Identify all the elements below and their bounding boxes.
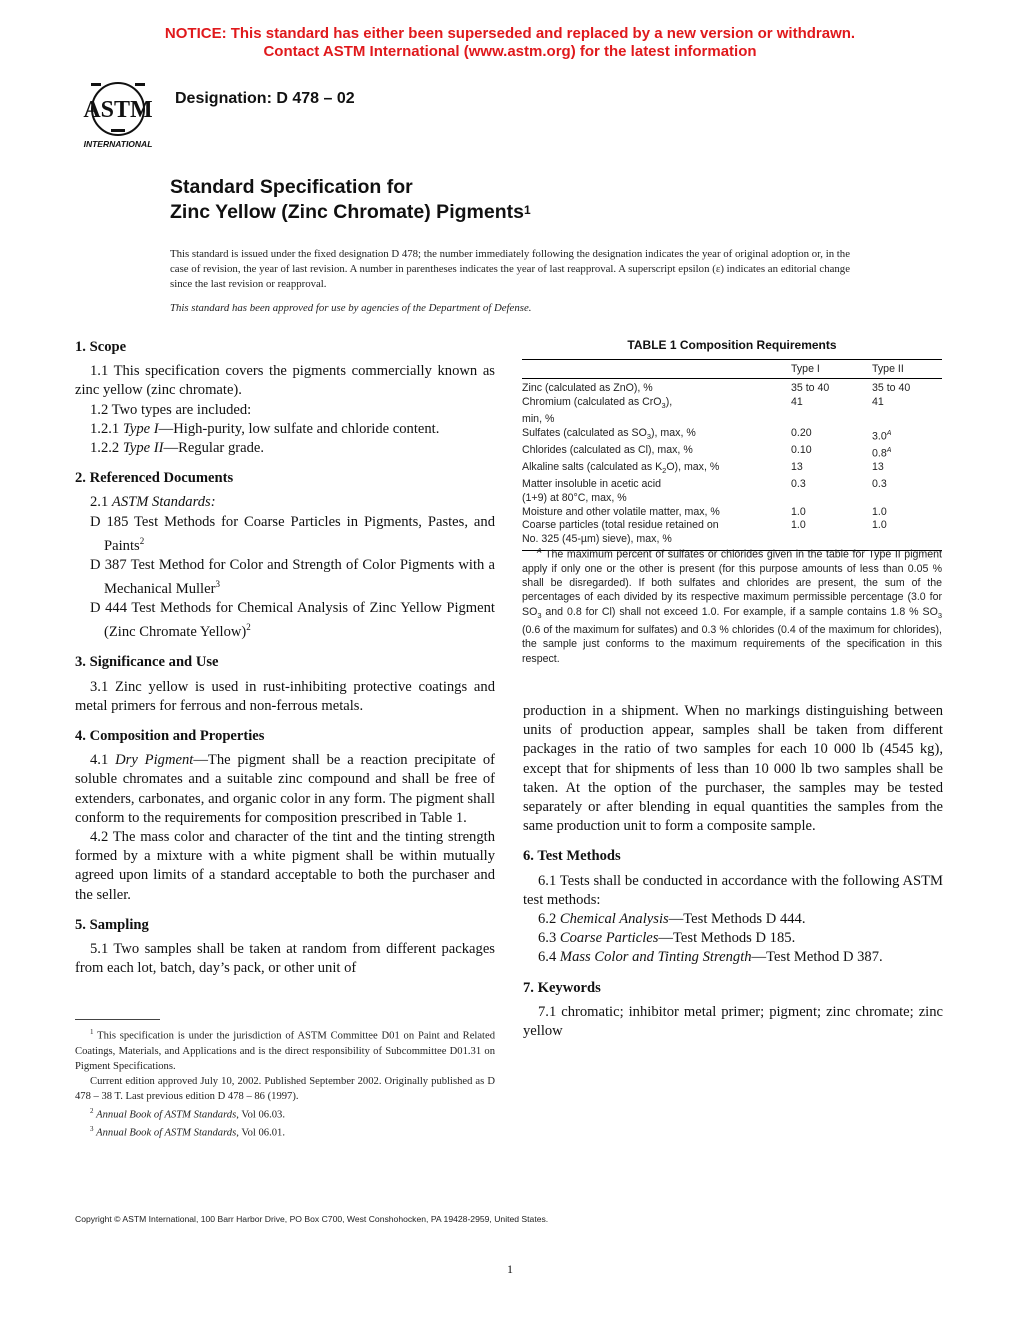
section-6-heading: 6. Test Methods [523, 848, 621, 865]
para-4-2: 4.2 The mass color and character of the tint and the tinting strength formed by a mixture with a white pigment shall be within mutually agreed upon limits of a standard acceptable to both the purchaser and the seller. [75, 829, 495, 903]
footnote-rule [75, 1019, 160, 1020]
table-row: Coarse particles (total residue retained on No. 325 (45-µm) sieve), max, % 1.0 1.0 [522, 519, 942, 550]
para-2-1: 2.1 ASTM Standards: [90, 494, 216, 511]
para-1-2-2: 1.2.2 Type II—Regular grade. [90, 440, 264, 457]
table-row: Chromium (calculated as CrO$_3$), min, % 41 41 [522, 395, 884, 425]
para-1-2-1: 1.2.1 Type I—High-purity, low sulfate and chloride content. [90, 420, 440, 437]
table-caption: TABLE 1 Composition Requirements [627, 338, 837, 352]
footnotes [75, 1025, 495, 1141]
table-row: Moisture and other volatile matter, max, % 1.0 1.0 [522, 505, 887, 518]
title-footnote-mark: 1 [523, 203, 531, 217]
section-7-heading: 7. Keywords [523, 979, 601, 996]
ref-d444: D 444 Test Methods for Chemical Analysis of Zinc Yellow Pigment (Zinc Chromate Yellow)$^2$ [90, 600, 495, 641]
footnote-1: $^1$ This specification is under the jurisdiction of ASTM Committee D01 on Paint and Related Coatings, Materials, and Applications and is the direct responsibility of Subcommittee D01.31 on Pigment Specifications. [75, 1028, 495, 1072]
preamble: This standard is issued under the fixed designation D 478; the number immediately following the designation indicates the year of original adoption or, in the case of revision, the year of last revision. A number in parentheses indicates the year of last reapproval. A superscript epsilon (ε) indicates an editorial change since the last revision or reapproval. [170, 248, 850, 291]
section-5-heading: 5. Sampling [75, 916, 149, 933]
table-row: Matter insoluble in acetic acid (1+9) at 80°C, max, % 0.3 0.3 [522, 478, 887, 504]
designation: Designation: D 478 – 02 [175, 90, 355, 107]
para-1-2: 1.2 Two types are included: [90, 401, 252, 418]
para-6-2: 6.2 Chemical Analysis—Test Methods D 444. [538, 911, 806, 928]
para-6-1: 6.1 Tests shall be conducted in accordance with the following ASTM test methods: [523, 872, 943, 908]
document-title [170, 175, 531, 225]
para-5-1: 5.1 Two samples shall be taken at random from different packages from each lot, batch, day’s pack, or other unit of [75, 941, 495, 977]
table-header-row [522, 360, 942, 379]
para-6-4: 6.4 Mass Color and Tinting Strength—Test Method D 387. [538, 949, 883, 966]
table-footnote: $^A$ The maximum percent of sulfates or chlorides given in the table for Type II pigment apply if only one or the other is present (for this purpose amounts of less than 0.05 % shall be disregarded). If both sulfates and chlorides are present, the sum of the percentages of each divided by its respective maximum permissible percentage (3.0 for $SO_3$ and 0.8 for Cl) shall not exceed 1.0. For example, if a sample contains 1.8 % $SO_3$ (0.6 of the maximum for sulfates) and 0.3 % chlorides (0.4 of the maximum for chlorides), the sample just conforms to the maximum requirements of the specification in this respect. [522, 548, 942, 665]
para-1-1: 1.1 This specification covers the pigments commercially known as zinc yellow (zinc chromate). [75, 363, 495, 399]
notice-line-1: NOTICE: This standard has either been superseded and replaced by a new version or withdrawn. [164, 25, 856, 42]
right-column [523, 702, 943, 1041]
footnote-2: $^2$ Annual Book of ASTM Standards, Vol 06.03. [90, 1106, 285, 1121]
section-3-heading: 3. Significance and Use [75, 654, 219, 671]
left-column [75, 338, 495, 978]
table-row: Chlorides (calculated as Cl), max, % 0.10 $0.8^A$ [522, 443, 892, 460]
astm-logo [73, 77, 163, 149]
page-number: 1 [507, 1262, 513, 1276]
supersede-notice [0, 25, 1020, 61]
logo-text: INTERNATIONAL [83, 139, 153, 149]
para-7-1: 7.1 chromatic; inhibitor metal primer; pigment; zinc chromate; zinc yellow [523, 1003, 943, 1040]
section-1-heading: 1. Scope [75, 339, 127, 355]
para-3-1: 3.1 Zinc yellow is used in rust-inhibiting protective coatings and metal primers for ferrous and non-ferrous metals. [75, 678, 495, 714]
composition-table [522, 359, 942, 551]
para-4-1: 4.1 Dry Pigment—The pigment shall be a reaction precipitate of soluble chromates and a suitable zinc compound and shall be free of extenders, carbonates, and organic color in any form. The pigment shall conform to the requirements for composition prescribed in Table 1. [75, 752, 496, 826]
copyright: Copyright © ASTM International, 100 Barr Harbor Drive, PO Box C700, West Conshohocken, PA 19428-2959, United States. [75, 1214, 549, 1224]
table-row: Alkaline salts (calculated as $K_2O$), max, % 13 13 [522, 461, 884, 476]
table-row: Zinc (calculated as ZnO), % 35 to 40 35 to 40 [522, 382, 911, 394]
section-4-heading: 4. Composition and Properties [75, 728, 265, 745]
ref-d387: D 387 Test Method for Color and Strength of Color Pigments with a Mechanical Muller$^3$ [90, 556, 495, 597]
title-line-1: Standard Specification for [170, 176, 413, 198]
col-type-1: Type I [791, 363, 820, 375]
table-row: Sulfates (calculated as $SO_3$), max, % 0.20 $3.0^A$ [522, 426, 892, 443]
section-2-heading: 2. Referenced Documents [75, 470, 234, 487]
col-type-2: Type II [872, 363, 904, 375]
title-line-2: Zinc Yellow (Zinc Chromate) Pigments [170, 201, 524, 223]
para-6-3: 6.3 Coarse Particles—Test Methods D 185. [538, 930, 796, 947]
ref-d185: D 185 Test Methods for Coarse Particles in Pigments, Pastes, and Paints$^2$ [90, 513, 495, 554]
footnote-3: $^3$ Annual Book of ASTM Standards, Vol 06.01. [90, 1125, 285, 1139]
notice-line-2: Contact ASTM International (www.astm.org) for the latest information [263, 43, 757, 60]
logo-letters: ASTM [83, 97, 153, 123]
footnote-1-current-edition: Current edition approved July 10, 2002. Published September 2002. Originally published as D 478 – 38 T. Last previous edition D 478 – 86 (1997). [75, 1075, 495, 1102]
para-5-1-continued: production in a shipment. When no markings distinguishing between units of production appear, samples shall be taken from different packages in the ratio of two samples for each 10 000 lb (4545 kg), except that for shipments of less than 10 000 lb two samples shall be taken. At the option of the purchaser, the samples may be tested separately or after blending in equal quantities the samples from the same production unit to form a composite sample. [523, 703, 943, 835]
approval-note: This standard has been approved for use by agencies of the Department of Defense. [170, 302, 532, 314]
